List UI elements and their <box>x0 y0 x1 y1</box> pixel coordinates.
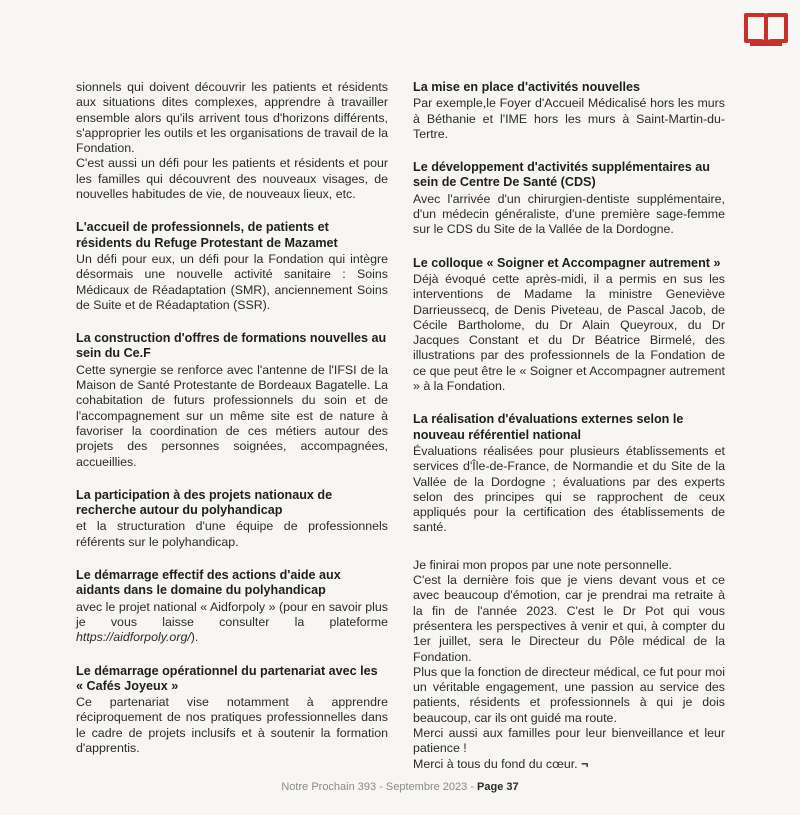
intro-paragraph: C'est aussi un défi pour les patients et résidents et pour les familles qui découvrent des nouveaux visages, de nouvelles habitudes de vie, de nouveaux lieux, etc. <box>76 156 388 202</box>
section-title: Le colloque « Soigner et Accompagner autrement » <box>413 255 721 270</box>
page-footer <box>0 781 800 793</box>
section-colloque <box>413 256 725 395</box>
page-number: Page 37 <box>477 781 519 793</box>
closing-paragraph: Plus que la fonction de directeur médical, ce fut pour moi un véritable engagement, une passion au service des patients, résidents et professionnels à qui je dois beaucoup, car ils ont guidé ma route. <box>413 664 725 725</box>
section-mazamet <box>76 220 388 313</box>
closing-paragraph: Merci aussi aux familles pour leur bienveillance et leur patience ! <box>413 725 725 756</box>
section-title: Le développement d'activités supplémentaires au sein de Centre De Santé (CDS) <box>413 160 710 190</box>
section-title: Le démarrage effectif des actions d'aide aux aidants dans le domaine du polyhandicap <box>76 568 341 598</box>
section-title: La réalisation d'évaluations externes selon le nouveau référentiel national <box>413 412 684 442</box>
section-body-text: ). <box>190 630 199 645</box>
section-aidants <box>76 568 388 645</box>
section-title: La participation à des projets nationaux de recherche autour du polyhandicap <box>76 487 333 518</box>
section-recherche <box>76 488 388 550</box>
book-icon <box>743 10 789 48</box>
section-body: Évaluations réalisées pour plusieurs établissements et services d'Île-de-France, de Normandie et du Site de la Vallée de la Dordogne ; évaluations par des experts selon des principes qui se rapprochent de ceux appliqués pour la certification des établissements de santé. <box>413 443 725 535</box>
section-title: La mise en place d'activités nouvelles <box>413 80 640 94</box>
section-cafes-joyeux <box>76 664 388 757</box>
right-column <box>413 80 725 772</box>
section-body: Cette synergie se renforce avec l'antenne de l'IFSI de la Maison de Santé Protestante de Bordeaux Bagatelle. La cohabitation de futurs professionnels du soin et de l'accompagnement sur un même site est de nature à favoriser la coordination de ces métiers autour des projets des personnes soignées, accompagnées, accueillies. <box>76 362 388 469</box>
section-formations <box>76 331 388 470</box>
section-body <box>76 600 388 646</box>
section-activites <box>413 80 725 142</box>
section-body: Par exemple,le Foyer d'Accueil Médicalisé hors les murs à Béthanie et l'IME hors les murs à Saint-Martin-du-Tertre. <box>413 96 725 141</box>
section-body: Ce partenariat vise notamment à apprendre réciproquement de nos pratiques professionnelles dans le cadre de projets inclusifs et à soutenir la formation d'apprentis. <box>76 695 388 755</box>
aidforpoly-link[interactable]: https://aidforpoly.org/ <box>76 630 191 645</box>
final-line-text: Merci à tous du fond du cœur. <box>413 756 578 771</box>
section-title: L'accueil de professionnels, de patients et résidents du Refuge Protestant de Mazamet <box>76 220 338 250</box>
section-body-text: avec le projet national « Aidforpoly » (pour en savoir plus je vous laisse consulter la plateforme <box>76 599 388 629</box>
section-body: Déjà évoqué cette après-midi, il a permis en sus les interventions de Madame la ministre Geneviève Darrieussecq, de Denis Piveteau, de Pascal Jacob, de Cécile Bartholome, du Dr Alain Queyroux, du Dr Jacques Constant et du Dr Béatrice Birmelé, des illustrations par des professionnels de la Fondation de ce que peut être le « Soigner et Accompagner autrement » à la Fondation. <box>413 271 725 394</box>
section-body: Un défi pour eux, un défi pour la Fondation qui intègre désormais une nouvelle activité sanitaire : Soins Médicaux de Réadaptation (SMR), anciennement Soins de Suite et de Réadaptation (SSR). <box>76 251 388 312</box>
final-line <box>413 757 725 772</box>
left-column <box>76 80 388 756</box>
closing-paragraph: Je finirai mon propos par une note personnelle. <box>413 557 672 572</box>
section-body: Avec l'arrivée d'un chirurgien-dentiste supplémentaire, d'un médecin généraliste, d'une première sage-femme sur le CDS du Site de la Vallée de la Dordogne. <box>413 191 725 237</box>
section-evaluations <box>413 412 725 535</box>
publication-info: Notre Prochain 393 - Septembre 2023 - <box>281 781 478 793</box>
end-mark: ¬ <box>581 756 589 771</box>
closing-paragraph: C'est la dernière fois que je viens devant vous et ce avec beaucoup d'émotion, car je prendrai ma retraite à la fin de l'année 2023. C'est le Dr Pot qui vous présentera les perspectives à venir et qui, à compter du 1er juillet, sera le Directeur du Pôle médical de la Fondation. <box>413 573 725 664</box>
section-body: et la structuration d'une équipe de professionnels référents sur le polyhandicap. <box>76 519 388 549</box>
section-title: La construction d'offres de formations nouvelles au sein du Ce.F <box>76 331 387 361</box>
section-cds <box>413 160 725 237</box>
intro-paragraph: sionnels qui doivent découvrir les patients et résidents aux situations dites complexes, apprendre à travailler ensemble alors qu'ils arrivent tous d'horizons différents, s'approprier les outils et les organisations de travail de la Fondation. <box>76 80 388 156</box>
spacer <box>413 536 725 558</box>
section-title: Le démarrage opérationnel du partenariat avec les « Cafés Joyeux » <box>76 663 378 693</box>
